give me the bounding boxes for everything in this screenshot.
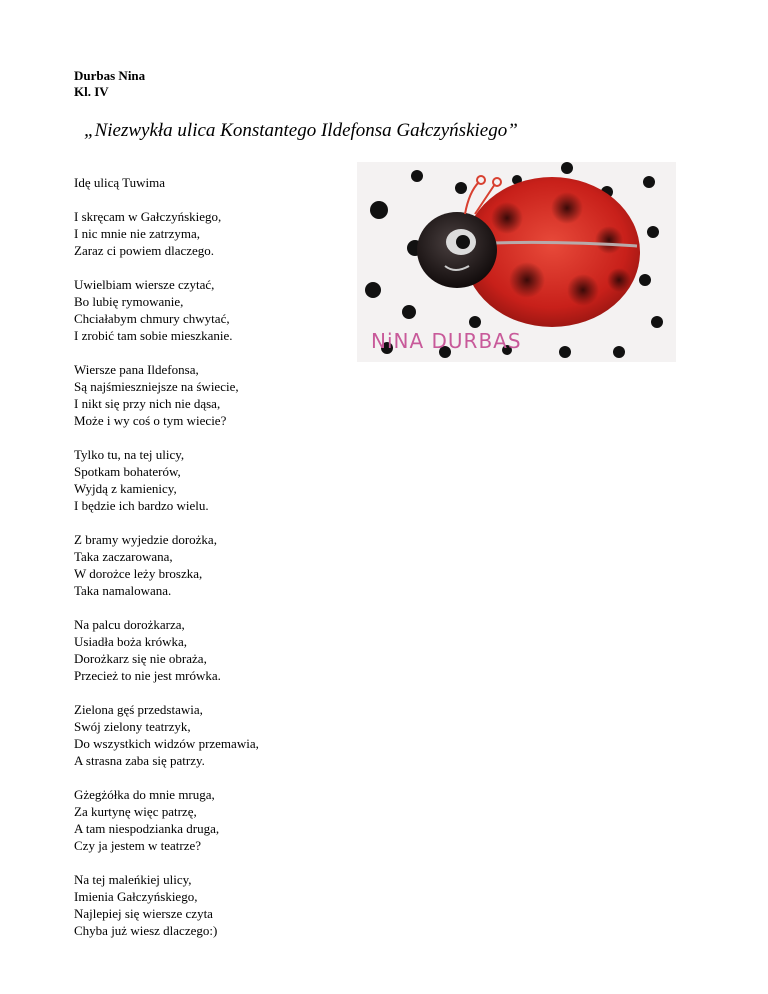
poem-line: Są najśmieszniejsze na świecie, <box>74 379 239 394</box>
poem-line: Spotkam bohaterów, <box>74 464 181 479</box>
poem-line: Przecież to nie jest mrówka. <box>74 668 221 683</box>
poem-stanza <box>74 786 259 854</box>
poem-line: Taka namalowana. <box>74 583 172 598</box>
poem-line: Najlepiej się wiersze czyta <box>74 906 213 921</box>
poem-line: Imienia Gałczyńskiego, <box>74 889 198 904</box>
poem-stanza <box>74 276 259 344</box>
poem-line: Gżegżółka do mnie mruga, <box>74 787 215 802</box>
poem-line: Za kurtynę więc patrzę, <box>74 804 197 819</box>
poem-line: Dorożkarz się nie obraża, <box>74 651 207 666</box>
poem-line: Bo lubię rymowanie, <box>74 294 184 309</box>
poem-line: W dorożce leży broszka, <box>74 566 203 581</box>
poem-line: I nikt się przy nich nie dąsa, <box>74 396 221 411</box>
author-class: Kl. IV <box>74 84 109 99</box>
poem-stanza <box>74 174 259 191</box>
poem-stanza <box>74 701 259 769</box>
poem-line: Wyjdą z kamienicy, <box>74 481 177 496</box>
poem-stanza <box>74 531 259 599</box>
poem-line: Uwielbiam wiersze czytać, <box>74 277 215 292</box>
poem-line: A tam niespodzianka druga, <box>74 821 220 836</box>
poem-body <box>74 174 259 956</box>
poem-stanza <box>74 871 259 939</box>
author-block <box>74 68 145 100</box>
poem-line: Na palcu dorożkarza, <box>74 617 185 632</box>
poem-line: Idę ulicą Tuwima <box>74 175 165 190</box>
poem-stanza <box>74 361 259 429</box>
poem-line: Tylko tu, na tej ulicy, <box>74 447 185 462</box>
poem-stanza <box>74 208 259 259</box>
poem-line: A strasna zaba się patrzy. <box>74 753 205 768</box>
poem-line: Usiadła boża krówka, <box>74 634 187 649</box>
poem-line: I zrobić tam sobie mieszkanie. <box>74 328 233 343</box>
poem-line: Na tej maleńkiej ulicy, <box>74 872 192 887</box>
poem-line: I będzie ich bardzo wielu. <box>74 498 209 513</box>
poem-line: Może i wy coś o tym wiecie? <box>74 413 227 428</box>
poem-stanza <box>74 616 259 684</box>
poem-stanza <box>74 446 259 514</box>
poem-line: Zielona gęś przedstawia, <box>74 702 203 717</box>
poem-line: I skręcam w Gałczyńskiego, <box>74 209 222 224</box>
poem-line: Chyba już wiesz dlaczego:) <box>74 923 218 938</box>
author-name: Durbas Nina <box>74 68 146 83</box>
poem-line: Swój zielony teatrzyk, <box>74 719 191 734</box>
poem-line: Do wszystkich widzów przemawia, <box>74 736 259 751</box>
drawing-signature: NiNA DURBAS <box>371 329 522 353</box>
poem-line: Zaraz ci powiem dlaczego. <box>74 243 215 258</box>
poem-line: I nic mnie nie zatrzyma, <box>74 226 200 241</box>
ladybug-drawing <box>357 162 676 362</box>
poem-line: Chciałabym chmury chwytać, <box>74 311 230 326</box>
poem-line: Wiersze pana Ildefonsa, <box>74 362 199 377</box>
poem-line: Czy ja jestem w teatrze? <box>74 838 202 853</box>
poem-line: Taka zaczarowana, <box>74 549 173 564</box>
poem-line: Z bramy wyjedzie dorożka, <box>74 532 217 547</box>
poem-title: „Niezwykła ulica Konstantego Ildefonsa Gałczyńskiego” <box>84 120 518 141</box>
